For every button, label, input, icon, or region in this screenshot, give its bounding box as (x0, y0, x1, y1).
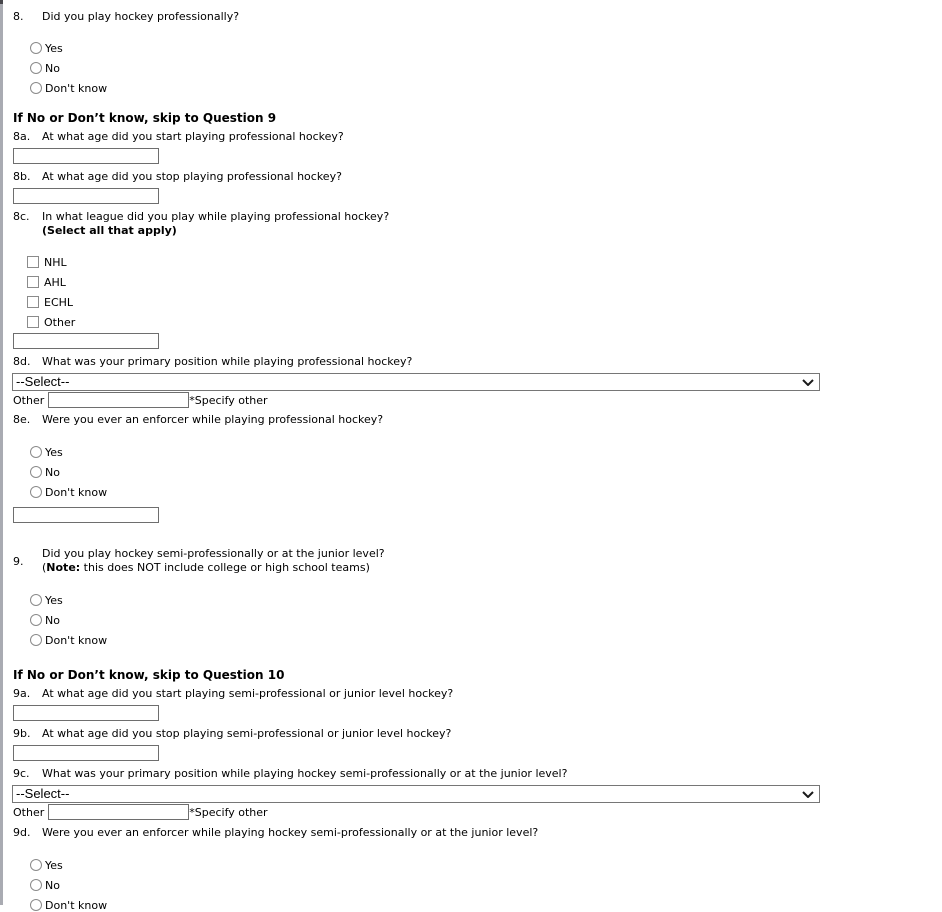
radio-option-dont-know[interactable] (30, 898, 928, 912)
q8-no-radio[interactable] (30, 62, 42, 74)
radio-label: No (45, 613, 60, 627)
q9a-age-input[interactable] (13, 705, 159, 721)
q8-yes-radio[interactable] (30, 42, 42, 54)
q8b-age-input[interactable] (13, 188, 159, 204)
checkbox-option-nhl[interactable] (27, 255, 928, 269)
question-9d-text: Were you ever an enforcer while playing hockey semi-professionally or at the junior level? (42, 826, 539, 839)
skip-to-question-9-note: If No or Don’t know, skip to Question 9 (13, 111, 277, 125)
question-8b-text: At what age did you stop playing professional hockey? (42, 170, 342, 183)
q8e-dont-know-radio[interactable] (30, 486, 42, 498)
other-label: Other (13, 393, 45, 407)
q9c-other-row (13, 803, 928, 821)
radio-option-yes[interactable] (30, 858, 928, 872)
other-label: Other (13, 805, 45, 819)
radio-label: Yes (45, 41, 63, 55)
q8a-age-input[interactable] (13, 148, 159, 164)
question-8c-line1: In what league did you play while playing professional hockey? (42, 210, 390, 223)
question-9d-options (30, 858, 928, 912)
q9-no-radio[interactable] (30, 614, 42, 626)
page-left-border-cap (0, 0, 3, 4)
radio-option-no[interactable] (30, 61, 928, 75)
question-8e-options (30, 445, 928, 499)
question-9a-number: 9a. (13, 687, 31, 700)
q9c-position-select[interactable] (12, 785, 820, 803)
q8c-ahl-checkbox[interactable] (27, 276, 39, 288)
page-left-border (0, 0, 3, 905)
question-8e (13, 413, 928, 427)
radio-label: No (45, 878, 60, 892)
q9d-yes-radio[interactable] (30, 859, 42, 871)
radio-label: Don't know (45, 633, 108, 647)
q8d-other-position-input[interactable] (48, 392, 189, 408)
question-8-options (30, 41, 928, 95)
specify-other-label: *Specify other (189, 805, 268, 819)
q8c-echl-checkbox[interactable] (27, 296, 39, 308)
checkbox-label: NHL (44, 255, 67, 269)
radio-label: No (45, 465, 60, 479)
question-8-text: Did you play hockey professionally? (42, 10, 240, 23)
question-8a-text: At what age did you start playing professional hockey? (42, 130, 344, 143)
question-9-text (42, 547, 385, 575)
q8c-other-checkbox[interactable] (27, 316, 39, 328)
radio-option-no[interactable] (30, 613, 928, 627)
question-8e-number: 8e. (13, 413, 31, 426)
question-8a-number: 8a. (13, 130, 31, 143)
q8d-other-row (13, 391, 928, 409)
radio-label: Yes (45, 858, 63, 872)
checkbox-option-ahl[interactable] (27, 275, 928, 289)
q9-yes-radio[interactable] (30, 594, 42, 606)
radio-label: Yes (45, 593, 63, 607)
question-8c-checkboxes (27, 255, 928, 329)
question-9-line1: Did you play hockey semi-professionally or at the junior level? (42, 547, 385, 560)
q8e-yes-radio[interactable] (30, 446, 42, 458)
radio-option-no[interactable] (30, 878, 928, 892)
q8c-other-league-input[interactable] (13, 333, 159, 349)
question-8c-line2: (Select all that apply) (42, 224, 177, 237)
question-8d-number: 8d. (13, 355, 31, 368)
skip-to-question-10-note: If No or Don’t know, skip to Question 10 (13, 668, 285, 682)
question-9a-text: At what age did you start playing semi-professional or junior level hockey? (42, 687, 454, 700)
q9d-dont-know-radio[interactable] (30, 899, 42, 911)
checkbox-label: AHL (44, 275, 66, 289)
question-8c-text (42, 210, 389, 238)
q8-dont-know-radio[interactable] (30, 82, 42, 94)
radio-label: Yes (45, 445, 63, 459)
q9d-no-radio[interactable] (30, 879, 42, 891)
q8e-no-radio[interactable] (30, 466, 42, 478)
question-8e-text: Were you ever an enforcer while playing professional hockey? (42, 413, 384, 426)
checkbox-option-other[interactable] (27, 315, 928, 329)
radio-option-yes[interactable] (30, 445, 928, 459)
radio-label: No (45, 61, 60, 75)
radio-label: Don't know (45, 898, 108, 912)
question-9b (13, 727, 928, 741)
checkbox-label: ECHL (44, 295, 74, 309)
question-9d-number: 9d. (13, 826, 31, 839)
checkbox-label: Other (44, 315, 76, 329)
question-9-options (30, 593, 928, 647)
q9-dont-know-radio[interactable] (30, 634, 42, 646)
question-9d (13, 826, 928, 840)
checkbox-option-echl[interactable] (27, 295, 928, 309)
question-9 (13, 547, 928, 575)
question-8d (13, 355, 928, 369)
question-8a (13, 130, 928, 144)
radio-label: Don't know (45, 81, 108, 95)
radio-option-yes[interactable] (30, 41, 928, 55)
q8c-nhl-checkbox[interactable] (27, 256, 39, 268)
q8d-position-select-wrap (12, 373, 820, 391)
question-8 (13, 10, 928, 24)
question-9c (13, 767, 928, 781)
radio-option-dont-know[interactable] (30, 81, 928, 95)
q9c-position-select-wrap (12, 785, 820, 803)
question-9c-number: 9c. (13, 767, 30, 780)
radio-label: Don't know (45, 485, 108, 499)
radio-option-no[interactable] (30, 465, 928, 479)
question-9b-text: At what age did you stop playing semi-professional or junior level hockey? (42, 727, 452, 740)
survey-form (13, 10, 928, 912)
question-9c-text: What was your primary position while playing hockey semi-professionally or at the junior level? (42, 767, 568, 780)
question-9-number: 9. (13, 554, 24, 568)
question-9b-number: 9b. (13, 727, 31, 740)
question-8b-number: 8b. (13, 170, 31, 183)
question-8c (13, 210, 928, 238)
question-8-number: 8. (13, 10, 24, 23)
question-8b (13, 170, 928, 184)
question-8c-number: 8c. (13, 210, 30, 223)
radio-option-yes[interactable] (30, 593, 928, 607)
question-9-line2: (Note: this does NOT include college or high school teams) (42, 561, 370, 574)
specify-other-label: *Specify other (189, 393, 268, 407)
q9c-other-position-input[interactable] (48, 804, 189, 820)
q9b-age-input[interactable] (13, 745, 159, 761)
radio-option-dont-know[interactable] (30, 485, 928, 499)
q8d-position-select[interactable] (12, 373, 820, 391)
q8e-comment-input[interactable] (13, 507, 159, 523)
radio-option-dont-know[interactable] (30, 633, 928, 647)
question-9a (13, 687, 928, 701)
question-8d-text: What was your primary position while playing professional hockey? (42, 355, 413, 368)
